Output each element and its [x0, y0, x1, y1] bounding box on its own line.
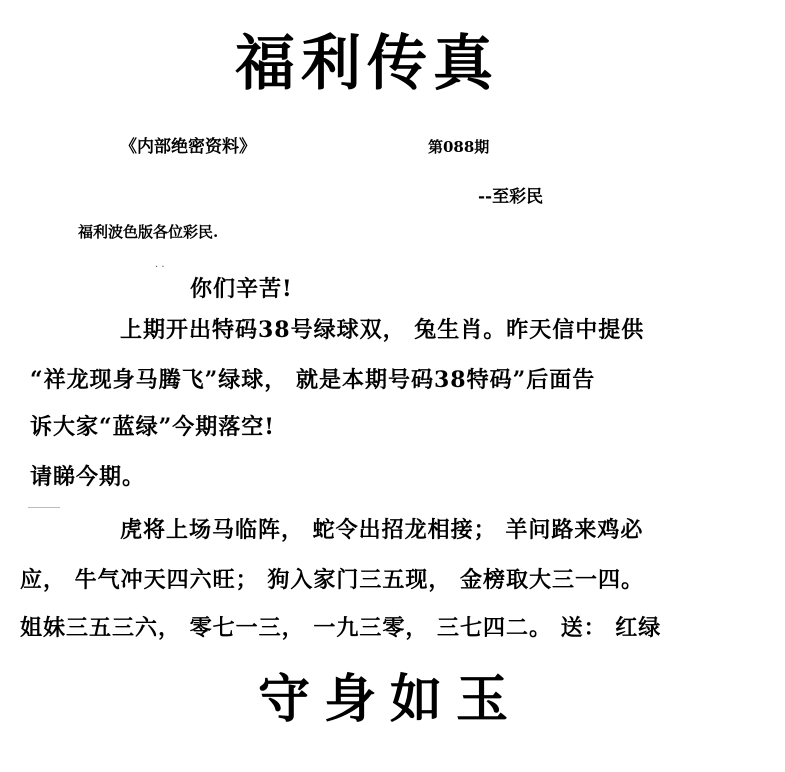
body-line-8: 姐妹三五三六， 零七一三， 一九三零， 三七四二。 送： 红绿 — [20, 615, 662, 641]
divider — [28, 507, 60, 508]
body-line-4: 诉大家“蓝绿”今期落空! — [30, 414, 275, 440]
body-line-5: 请睇今期。 — [30, 464, 146, 490]
issue-number: 第088期 — [428, 138, 490, 156]
body-line-1: 你们辛苦! — [190, 276, 293, 302]
body-line-2: 上期开出特码38号绿球双， 兔生肖。昨天信中提供 — [120, 317, 645, 343]
body-line-7: 应， 牛气冲天四六旺； 狗入家门三五现， 金榜取大三一四。 — [20, 567, 644, 593]
greeting-line: 福利波色版各位彩民. — [78, 223, 219, 241]
footer-title: 守身如玉 — [258, 669, 523, 730]
signature-line: --至彩民 — [478, 187, 544, 207]
decorative-dots: · · — [155, 262, 165, 273]
document-subtitle: 《内部绝密资料》 — [120, 137, 256, 157]
body-line-6: 虎将上场马临阵， 蛇令出招龙相接； 羊问路来鸡必 — [120, 517, 644, 543]
body-line-3: “祥龙现身马腾飞”绿球， 就是本期号码38特码”后面告 — [30, 367, 596, 393]
page-title: 福利传真 — [235, 29, 499, 99]
